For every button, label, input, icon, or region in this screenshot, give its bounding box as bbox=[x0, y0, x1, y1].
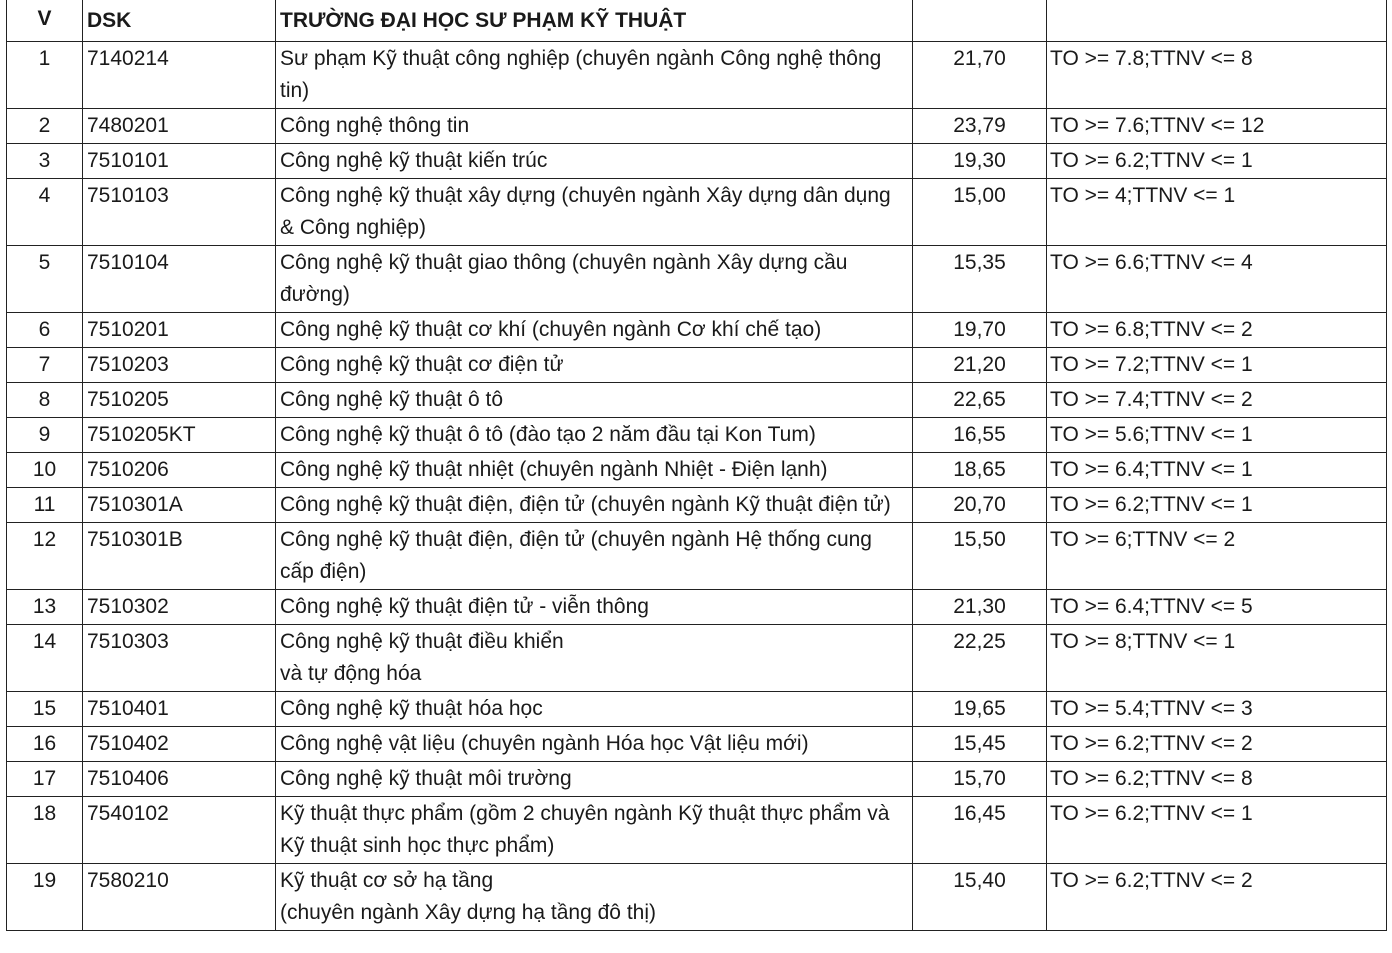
row-condition: TO >= 7.2;TTNV <= 1 bbox=[1047, 348, 1387, 383]
table-row bbox=[7, 625, 1387, 692]
row-stt: 10 bbox=[7, 453, 83, 488]
row-major-name: Công nghệ kỹ thuật ô tô (đào tạo 2 năm đầu tại Kon Tum) bbox=[276, 418, 913, 453]
row-score: 21,70 bbox=[913, 42, 1047, 109]
row-major-name: Công nghệ kỹ thuật cơ điện tử bbox=[276, 348, 913, 383]
row-stt: 3 bbox=[7, 144, 83, 179]
row-code: 7510301B bbox=[83, 523, 276, 590]
row-score: 15,00 bbox=[913, 179, 1047, 246]
row-stt: 19 bbox=[7, 864, 83, 931]
row-code: 7510206 bbox=[83, 453, 276, 488]
table-row bbox=[7, 109, 1387, 144]
table-row bbox=[7, 727, 1387, 762]
row-major-name: Công nghệ thông tin bbox=[276, 109, 913, 144]
row-code: 7580210 bbox=[83, 864, 276, 931]
header-code: DSK bbox=[83, 0, 276, 42]
row-score: 15,35 bbox=[913, 246, 1047, 313]
table-row bbox=[7, 246, 1387, 313]
row-code: 7510205KT bbox=[83, 418, 276, 453]
table-body bbox=[7, 42, 1387, 931]
row-major-name: Sư phạm Kỹ thuật công nghiệp (chuyên ngành Công nghệ thông tin) bbox=[276, 42, 913, 109]
row-code: 7510401 bbox=[83, 692, 276, 727]
row-score: 18,65 bbox=[913, 453, 1047, 488]
row-stt: 9 bbox=[7, 418, 83, 453]
row-major-name: Công nghệ kỹ thuật xây dựng (chuyên ngành Xây dựng dân dụng & Công nghiệp) bbox=[276, 179, 913, 246]
table-row bbox=[7, 864, 1387, 931]
row-score: 20,70 bbox=[913, 488, 1047, 523]
row-score: 22,65 bbox=[913, 383, 1047, 418]
table-row bbox=[7, 313, 1387, 348]
table-row bbox=[7, 488, 1387, 523]
row-condition: TO >= 7.4;TTNV <= 2 bbox=[1047, 383, 1387, 418]
row-code: 7510103 bbox=[83, 179, 276, 246]
table-row bbox=[7, 42, 1387, 109]
row-condition: TO >= 6.8;TTNV <= 2 bbox=[1047, 313, 1387, 348]
row-condition: TO >= 6;TTNV <= 2 bbox=[1047, 523, 1387, 590]
row-condition: TO >= 6.4;TTNV <= 5 bbox=[1047, 590, 1387, 625]
table-row bbox=[7, 418, 1387, 453]
row-stt: 1 bbox=[7, 42, 83, 109]
row-score: 19,70 bbox=[913, 313, 1047, 348]
row-stt: 15 bbox=[7, 692, 83, 727]
row-score: 19,65 bbox=[913, 692, 1047, 727]
row-score: 15,50 bbox=[913, 523, 1047, 590]
row-major-name: Công nghệ kỹ thuật điện tử - viễn thông bbox=[276, 590, 913, 625]
row-score: 21,20 bbox=[913, 348, 1047, 383]
row-major-name: Công nghệ kỹ thuật điện, điện tử (chuyên ngành Kỹ thuật điện tử) bbox=[276, 488, 913, 523]
row-stt: 14 bbox=[7, 625, 83, 692]
table-row bbox=[7, 692, 1387, 727]
row-score: 16,55 bbox=[913, 418, 1047, 453]
row-condition: TO >= 7.8;TTNV <= 8 bbox=[1047, 42, 1387, 109]
row-stt: 11 bbox=[7, 488, 83, 523]
row-stt: 17 bbox=[7, 762, 83, 797]
row-score: 21,30 bbox=[913, 590, 1047, 625]
row-major-name: Công nghệ kỹ thuật môi trường bbox=[276, 762, 913, 797]
row-condition: TO >= 5.6;TTNV <= 1 bbox=[1047, 418, 1387, 453]
row-code: 7510203 bbox=[83, 348, 276, 383]
admission-score-table bbox=[6, 0, 1387, 931]
row-stt: 12 bbox=[7, 523, 83, 590]
row-code: 7510302 bbox=[83, 590, 276, 625]
row-condition: TO >= 6.6;TTNV <= 4 bbox=[1047, 246, 1387, 313]
row-score: 23,79 bbox=[913, 109, 1047, 144]
row-code: 7510101 bbox=[83, 144, 276, 179]
row-condition: TO >= 5.4;TTNV <= 3 bbox=[1047, 692, 1387, 727]
row-condition: TO >= 8;TTNV <= 1 bbox=[1047, 625, 1387, 692]
table-row bbox=[7, 590, 1387, 625]
row-condition: TO >= 7.6;TTNV <= 12 bbox=[1047, 109, 1387, 144]
row-code: 7140214 bbox=[83, 42, 276, 109]
header-school-name: TRƯỜNG ĐẠI HỌC SƯ PHẠM KỸ THUẬT bbox=[276, 0, 913, 42]
row-major-name: Công nghệ kỹ thuật điện, điện tử (chuyên ngành Hệ thống cung cấp điện) bbox=[276, 523, 913, 590]
row-major-name: Công nghệ kỹ thuật kiến trúc bbox=[276, 144, 913, 179]
row-score: 16,45 bbox=[913, 797, 1047, 864]
row-code: 7510201 bbox=[83, 313, 276, 348]
row-score: 19,30 bbox=[913, 144, 1047, 179]
row-condition: TO >= 6.2;TTNV <= 1 bbox=[1047, 488, 1387, 523]
row-stt: 6 bbox=[7, 313, 83, 348]
header-stt: V bbox=[7, 0, 83, 42]
table-row bbox=[7, 797, 1387, 864]
table-row bbox=[7, 523, 1387, 590]
row-code: 7480201 bbox=[83, 109, 276, 144]
row-code: 7510104 bbox=[83, 246, 276, 313]
row-condition: TO >= 6.2;TTNV <= 2 bbox=[1047, 864, 1387, 931]
row-condition: TO >= 6.2;TTNV <= 1 bbox=[1047, 797, 1387, 864]
row-major-name: Công nghệ kỹ thuật điều khiển và tự động hóa bbox=[276, 625, 913, 692]
row-major-name: Công nghệ kỹ thuật nhiệt (chuyên ngành Nhiệt - Điện lạnh) bbox=[276, 453, 913, 488]
header-score bbox=[913, 0, 1047, 42]
table-row bbox=[7, 179, 1387, 246]
row-major-name: Kỹ thuật cơ sở hạ tầng (chuyên ngành Xây dựng hạ tầng đô thị) bbox=[276, 864, 913, 931]
row-major-name: Công nghệ kỹ thuật hóa học bbox=[276, 692, 913, 727]
row-major-name: Công nghệ kỹ thuật ô tô bbox=[276, 383, 913, 418]
row-code: 7510402 bbox=[83, 727, 276, 762]
row-stt: 2 bbox=[7, 109, 83, 144]
row-code: 7510406 bbox=[83, 762, 276, 797]
header-condition bbox=[1047, 0, 1387, 42]
row-stt: 7 bbox=[7, 348, 83, 383]
table-row bbox=[7, 144, 1387, 179]
row-code: 7510205 bbox=[83, 383, 276, 418]
row-stt: 16 bbox=[7, 727, 83, 762]
table-row bbox=[7, 348, 1387, 383]
row-score: 22,25 bbox=[913, 625, 1047, 692]
row-major-name: Công nghệ kỹ thuật giao thông (chuyên ngành Xây dựng cầu đường) bbox=[276, 246, 913, 313]
row-condition: TO >= 4;TTNV <= 1 bbox=[1047, 179, 1387, 246]
row-major-name: Công nghệ vật liệu (chuyên ngành Hóa học Vật liệu mới) bbox=[276, 727, 913, 762]
table-header-row bbox=[7, 0, 1387, 42]
row-code: 7510301A bbox=[83, 488, 276, 523]
row-major-name: Công nghệ kỹ thuật cơ khí (chuyên ngành Cơ khí chế tạo) bbox=[276, 313, 913, 348]
row-condition: TO >= 6.4;TTNV <= 1 bbox=[1047, 453, 1387, 488]
row-stt: 18 bbox=[7, 797, 83, 864]
row-stt: 4 bbox=[7, 179, 83, 246]
row-stt: 8 bbox=[7, 383, 83, 418]
row-condition: TO >= 6.2;TTNV <= 1 bbox=[1047, 144, 1387, 179]
row-code: 7510303 bbox=[83, 625, 276, 692]
row-stt: 13 bbox=[7, 590, 83, 625]
row-score: 15,70 bbox=[913, 762, 1047, 797]
row-condition: TO >= 6.2;TTNV <= 2 bbox=[1047, 727, 1387, 762]
table-row bbox=[7, 383, 1387, 418]
row-code: 7540102 bbox=[83, 797, 276, 864]
row-score: 15,45 bbox=[913, 727, 1047, 762]
row-condition: TO >= 6.2;TTNV <= 8 bbox=[1047, 762, 1387, 797]
row-stt: 5 bbox=[7, 246, 83, 313]
row-major-name: Kỹ thuật thực phẩm (gồm 2 chuyên ngành Kỹ thuật thực phẩm và Kỹ thuật sinh học thực phẩm) bbox=[276, 797, 913, 864]
table-row bbox=[7, 453, 1387, 488]
admission-score-sheet bbox=[6, 0, 1386, 931]
table-row bbox=[7, 762, 1387, 797]
row-score: 15,40 bbox=[913, 864, 1047, 931]
